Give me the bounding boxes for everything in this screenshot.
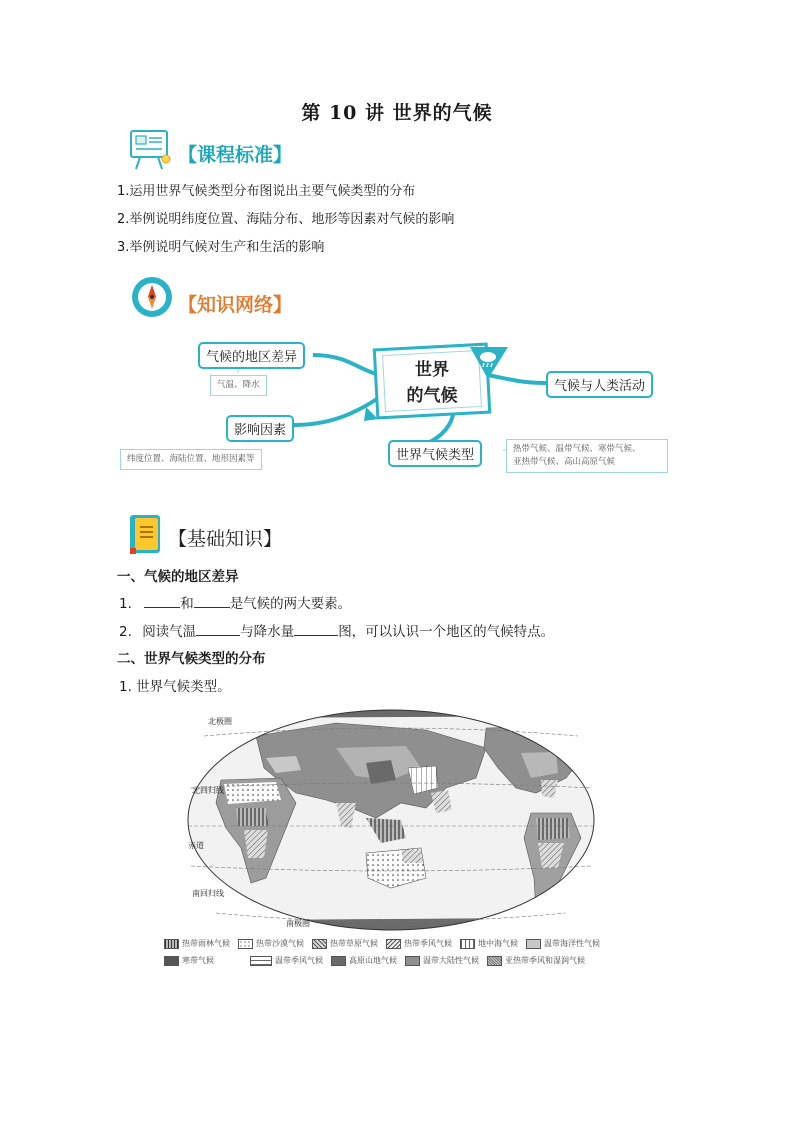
q2-text-c: 图，可以认识一个地区的气候特点。 (338, 624, 555, 640)
mind-map-center-line1: 世界 (415, 360, 449, 380)
knowledge-network-heading: 【知识网络】 (178, 294, 293, 316)
sub-regional-differences: 气温、降水 (210, 375, 267, 396)
standard-item: 3.举例说明气候对生产和生活的影响 (117, 240, 325, 255)
legend-item: 高原山地气候 (331, 955, 397, 966)
legend-item: 寒带气候 (164, 955, 214, 966)
question-1 (119, 592, 351, 612)
tropic-of-cancer-label: 北回归线 (192, 786, 224, 795)
answer-blank[interactable] (294, 621, 338, 636)
node-influencing-factors: 影响因素 (226, 415, 294, 442)
q1-number: 1. (119, 596, 132, 612)
q2-text-a: 阅读气温 (142, 624, 197, 640)
mind-map (118, 335, 678, 475)
notebook-icon (128, 514, 162, 554)
sub-climate-types-line2: 亚热带气候、高山高原气候 (513, 457, 616, 467)
legend-item: 热带草原气候 (312, 938, 378, 949)
whiteboard-icon (128, 127, 172, 171)
compass-icon (131, 276, 173, 318)
map-legend (164, 938, 634, 966)
answer-blank[interactable] (194, 593, 230, 608)
legend-item: 热带季风气候 (386, 938, 452, 949)
part2-heading: 二、世界气候类型的分布 (117, 651, 266, 667)
mind-map-center-line2: 的气候 (406, 386, 458, 406)
arctic-circle-label: 北极圈 (208, 717, 232, 726)
legend-item: 温带季风气候 (250, 955, 323, 966)
antarctic-circle-label: 南极圈 (286, 919, 310, 928)
standard-item: 2.举例说明纬度位置、海陆分布、地形等因素对气候的影响 (117, 212, 455, 227)
node-regional-differences: 气候的地区差异 (198, 342, 305, 369)
node-climate-human-activity: 气候与人类活动 (546, 371, 653, 398)
rain-cloud-icon (478, 349, 498, 369)
world-climate-map (186, 708, 596, 932)
standard-item: 1.运用世界气候类型分布图说出主要气候类型的分布 (117, 184, 416, 199)
legend-item: 温带大陆性气候 (405, 955, 479, 966)
basic-knowledge-heading: 【基础知识】 (168, 528, 283, 550)
course-standard-heading: 【课程标准】 (178, 144, 293, 166)
page-title: 第 10 讲 世界的气候 (301, 102, 493, 124)
question-2 (119, 620, 554, 640)
part1-heading: 一、气候的地区差异 (117, 569, 239, 585)
legend-item: 热带沙漠气候 (238, 938, 304, 949)
tropic-of-capricorn-label: 南回归线 (192, 889, 224, 898)
legend-item: 温带海洋性气候 (526, 938, 600, 949)
sub-influencing-factors: 纬度位置、海陆位置、地形因素等 (120, 449, 262, 470)
part2-question-1: 1. 世界气候类型。 (119, 679, 231, 695)
sub-climate-types (506, 439, 668, 473)
q1-mid-text: 和 (180, 596, 194, 612)
q1-end-text: 是气候的两大要素。 (229, 596, 352, 612)
answer-blank[interactable] (144, 593, 180, 608)
node-climate-types: 世界气候类型 (388, 440, 482, 467)
q2-text-b: 与降水量 (240, 624, 295, 640)
q2-number: 2. (119, 624, 132, 640)
legend-item: 亚热带季风和湿润气候 (487, 955, 585, 966)
sub-climate-types-line1: 热带气候、温带气候、寒带气候、 (513, 444, 641, 454)
legend-item: 地中海气候 (460, 938, 518, 949)
answer-blank[interactable] (196, 621, 240, 636)
legend-item: 热带雨林气候 (164, 938, 230, 949)
equator-label: 赤道 (188, 841, 204, 850)
